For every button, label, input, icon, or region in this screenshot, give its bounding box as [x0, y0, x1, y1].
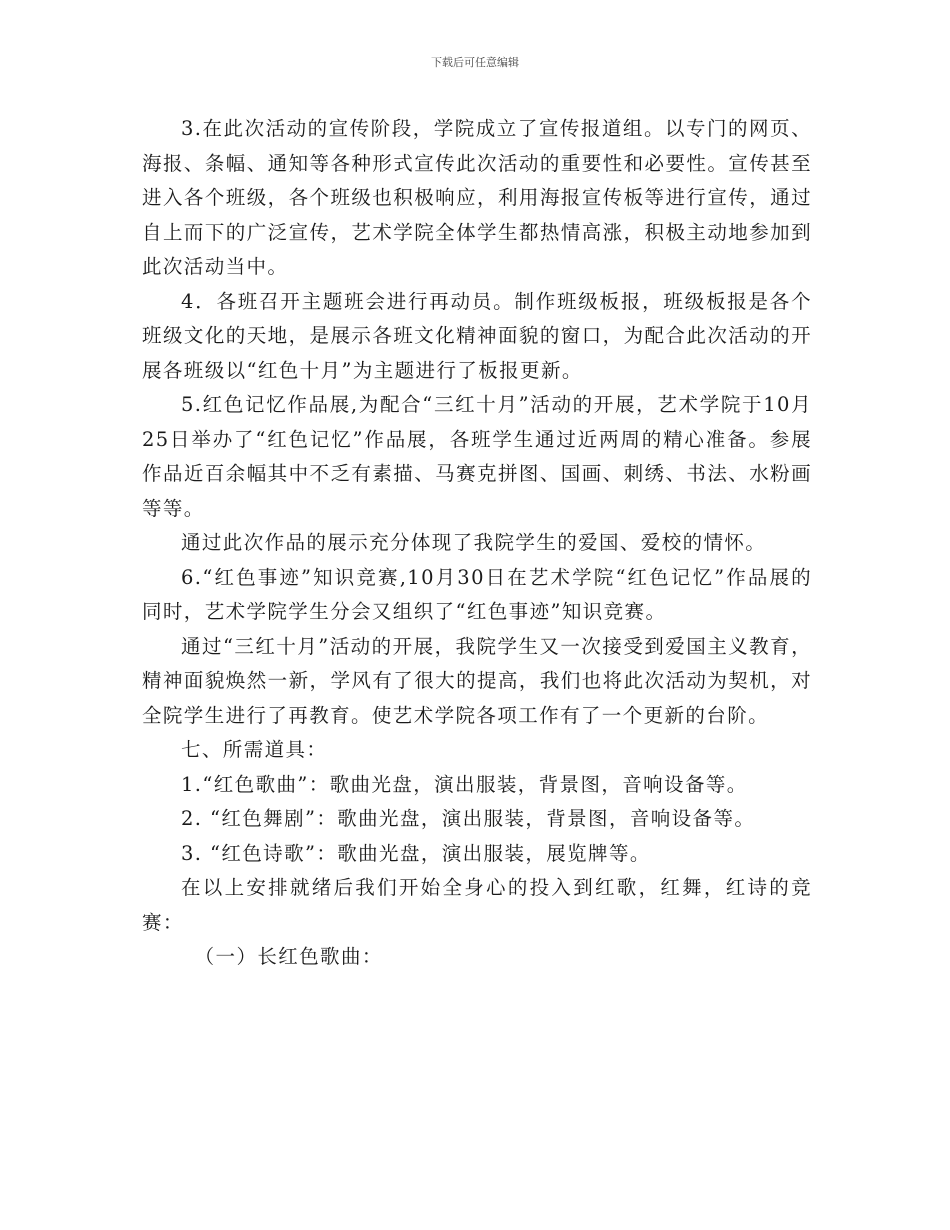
props-item-songs: 1.“红色歌曲”：歌曲光盘，演出服装，背景图，音响设备等。	[181, 772, 748, 796]
paragraph-competition-intro: 在以上安排就绪后我们开始全身心的投入到红歌，红舞，红诗的竞赛：	[142, 876, 812, 934]
paragraph-exhibition-summary: 通过此次作品的展示充分体现了我院学生的爱国、爱校的情怀。	[181, 531, 767, 554]
section-heading-props: 七、所需道具：	[181, 738, 328, 761]
page-header: 下载后可任意编辑	[431, 56, 519, 69]
paragraph-conclusion: 通过“三红十月”活动的开展，我院学生又一次接受到爱国主义教育，精神面貌焕然一新，学风有了很大的提高，我们也将此次活动为契机，对全院学生进行了再教育。使艺术学院各项工作有了一个更新的台阶。	[142, 634, 812, 727]
paragraph-publicity: 3.在此次活动的宣传阶段，学院成立了宣传报道组。以专门的网页、海报、条幅、通知等各种形式宣传此次活动的重要性和必要性。宣传甚至进入各个班级，各个班级也积极响应，利用海报宣传板等进行宣传，通过自上而下的广泛宣传，艺术学院全体学生都热情高涨，积极主动地参加到此次活动当中。	[142, 117, 812, 278]
document-body	[142, 112, 812, 975]
subsection-heading-songs: （一）长红色歌曲：	[194, 945, 383, 968]
paragraph-quiz: 6.“红色事迹”知识竞赛,10月30日在艺术学院“红色记忆”作品展的同时，艺术学院学生分会又组织了“红色事迹”知识竞赛。	[142, 565, 812, 623]
paragraph-class-meeting: 4．各班召开主题班会进行再动员。制作班级板报，班级板报是各个班级文化的天地，是展示各班文化精神面貌的窗口，为配合此次活动的开展各班级以“红色十月”为主题进行了板报更新。	[142, 289, 812, 382]
props-item-dance: 2. “红色舞剧”：歌曲光盘，演出服装，背景图，音响设备等。	[181, 807, 756, 830]
paragraph-exhibition: 5.红色记忆作品展,为配合“三红十月”活动的开展，艺术学院于10月25日举办了“红色记忆”作品展，各班学生通过近两周的精心准备。参展作品近百余幅其中不乏有素描、马赛克拼图、国画、刺绣、书法、水粉画等等。	[142, 393, 812, 520]
props-item-poetry: 3. “红色诗歌”：歌曲光盘，演出服装，展览牌等。	[181, 841, 651, 865]
